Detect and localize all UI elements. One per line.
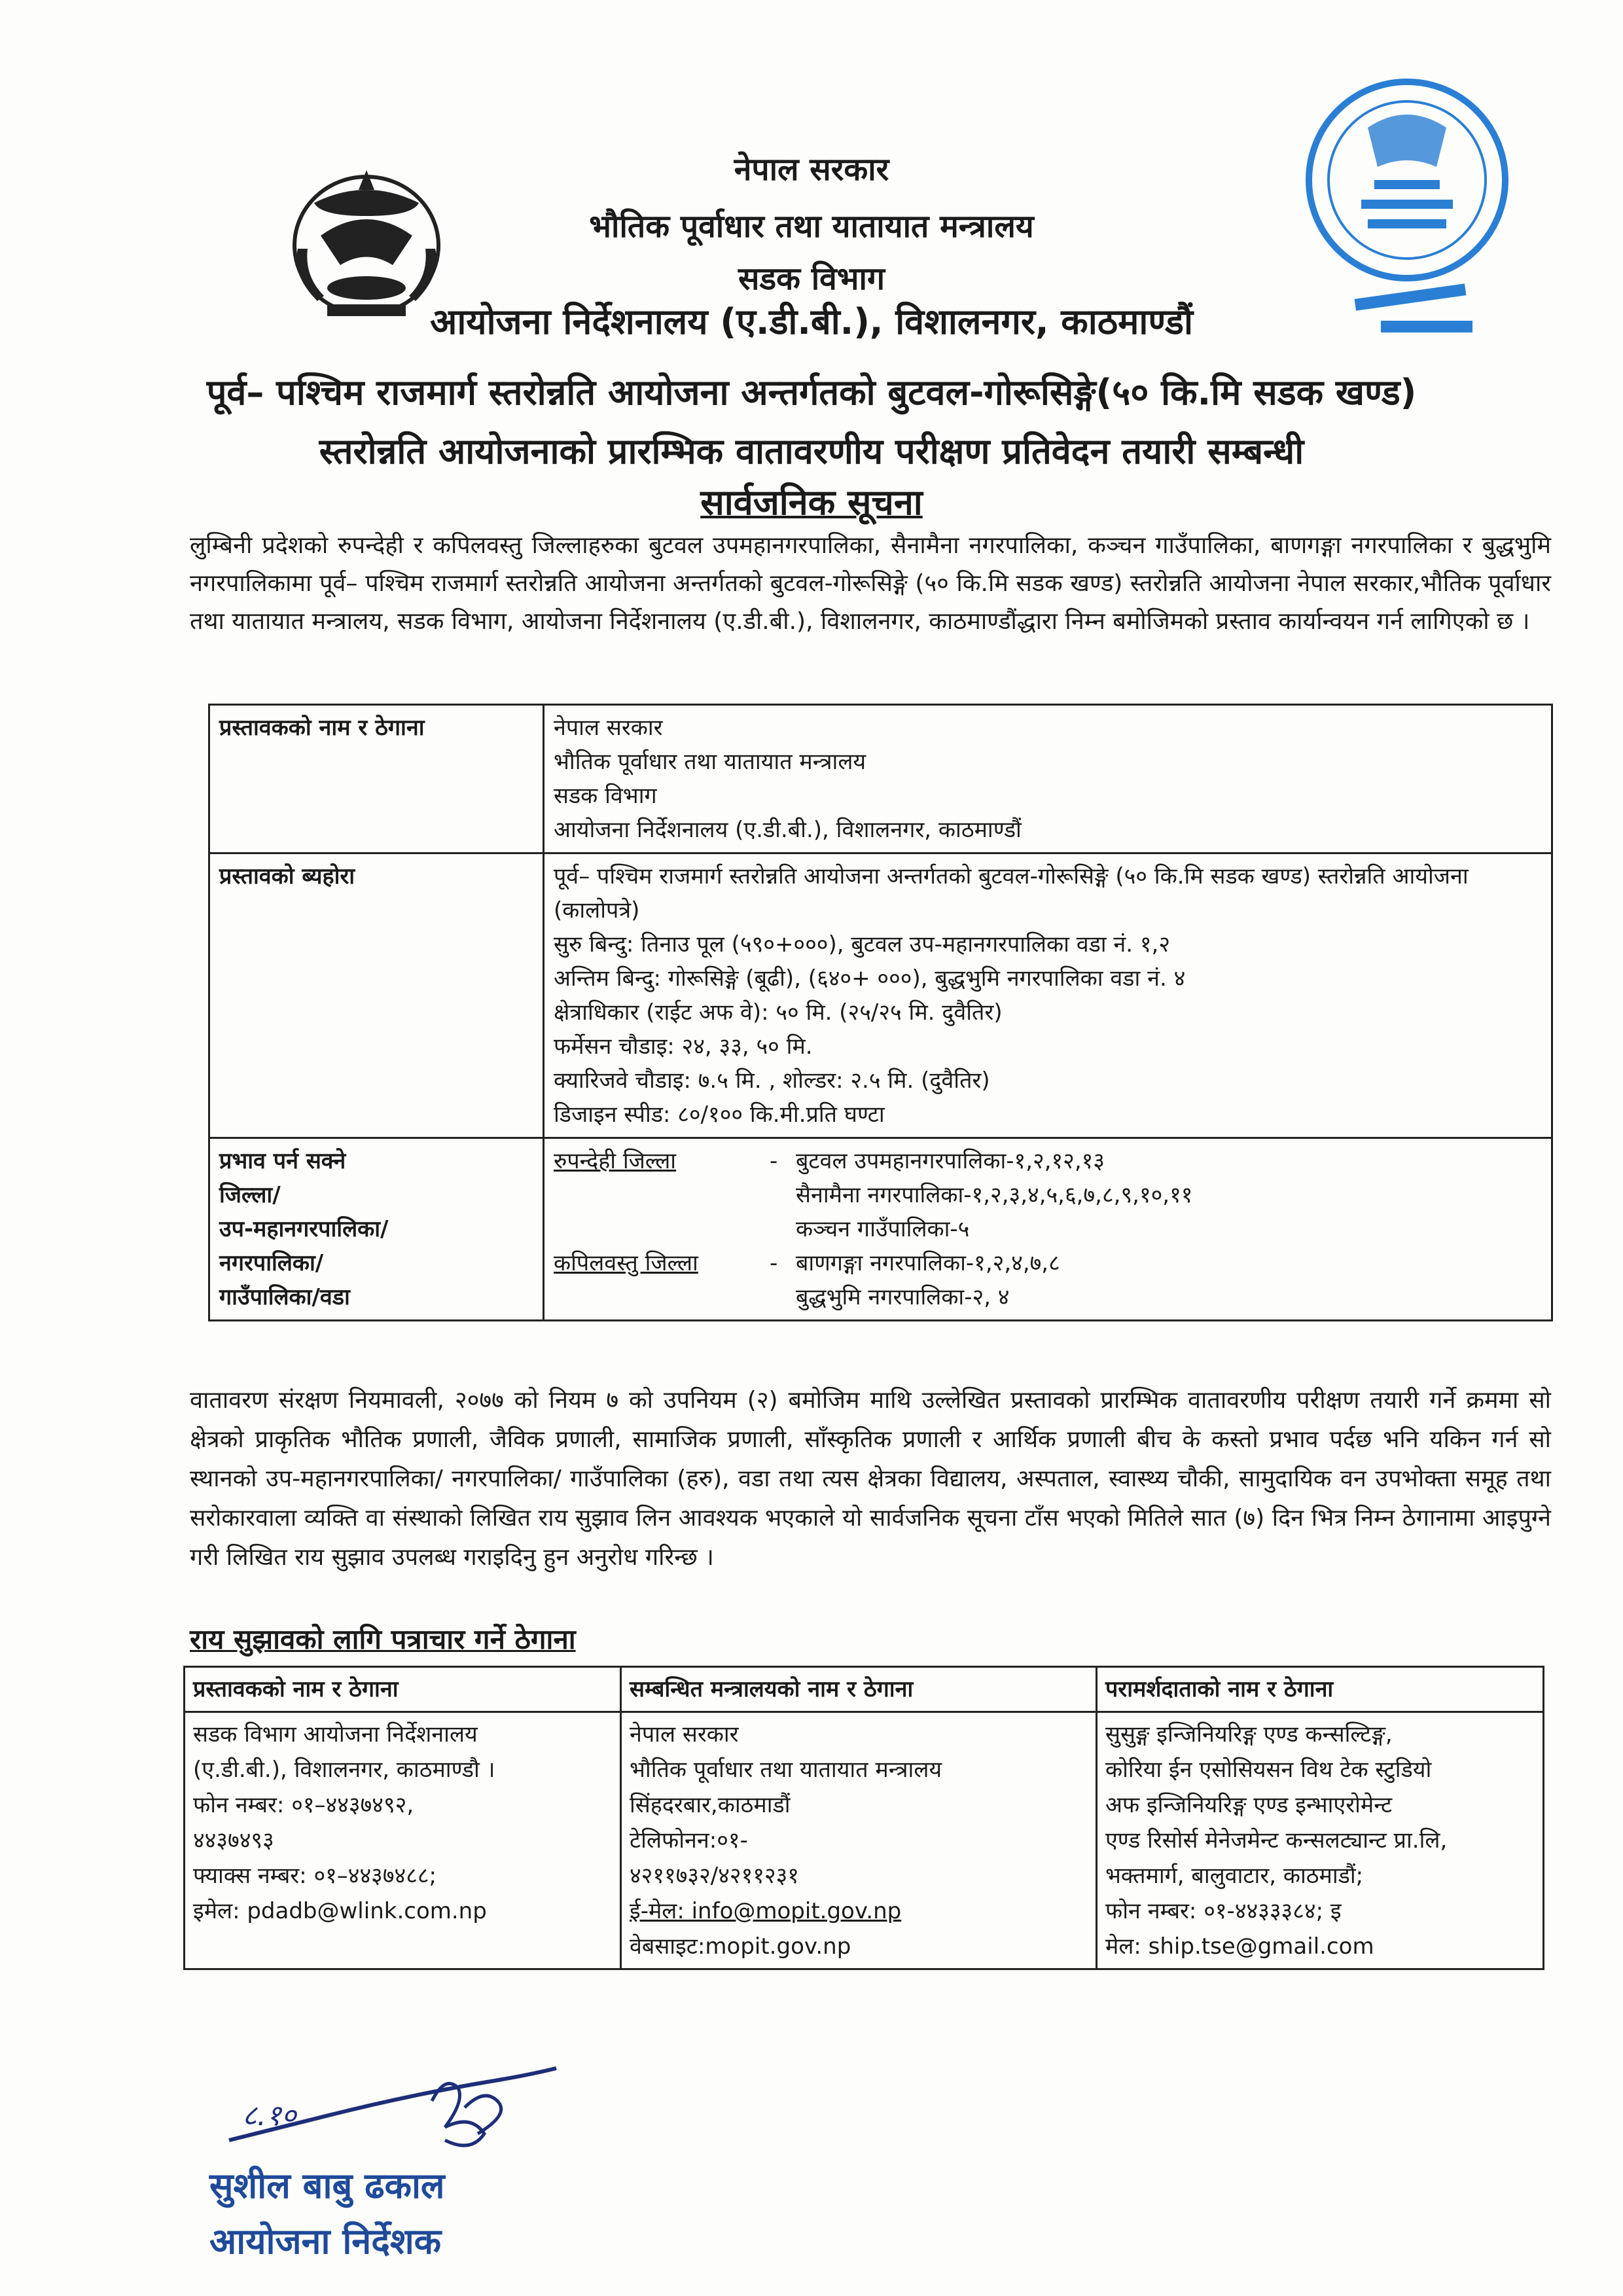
signatory-name: सुशील बाबु ढकाल [209,2165,445,2206]
affected-label-line: गाउँपालिका/वडा [219,1284,350,1310]
contact-line: (ए.डी.बी.), विशालनगर, काठमाण्डौ । [193,1757,495,1783]
municipality-item: बुटवल उपमहानगरपालिका-१,२,१२,१३ [796,1148,1105,1174]
description-line: क्षेत्राधिकार (राईट अफ वे): ५० मि. (२५/२५ मि. दुवैतिर) [554,999,1003,1026]
affected-label-line: जिल्ला/ [219,1182,281,1208]
district-rupandehi: रुपन्देही जिल्ला [554,1148,677,1174]
contact-phone: ४४३७४९३ [193,1827,274,1854]
column-header: परामर्शदाताको नाम र ठेगाना [1097,1667,1544,1712]
signature-date: ८.१० [242,2099,296,2132]
contact-line: सिंहदरबार,काठमाडौं [630,1792,791,1818]
contact-email: ई-मेल: info@mopit.gov.np [630,1898,902,1924]
description-line: फर्मेसन चौडाइ: २४, ३३, ५० मि. [554,1033,813,1060]
proposer-label: प्रस्तावकको नाम र ठेगाना [209,705,544,853]
table-row [209,705,1552,853]
contact-line: एण्ड रिसोर्स मेनेजमेन्ट कन्सलट्यान्ट प्रा.लि, [1105,1827,1448,1854]
contact-email: इमेल: pdadb@wlink.com.np [193,1898,487,1924]
header-department: सडक विभाग [738,260,885,297]
proposal-table [208,704,1553,1321]
signatory-title: आयोजना निर्देशक [209,2221,442,2262]
contact-line: भौतिक पूर्वाधार तथा यातायात मन्त्रालय [630,1757,942,1783]
header-ministry: भौतिक पूर्वाधार तथा यातायात मन्त्रालय [589,208,1034,245]
affected-label-line: प्रभाव पर्न सक्ने [219,1148,346,1174]
contact-phone: टेलिफोनन:०१- [630,1827,748,1854]
table-row [185,1712,1544,1969]
ministry-contact [621,1712,1097,1969]
column-header: प्रस्तावकको नाम र ठेगाना [185,1667,621,1712]
proposer-line: सडक विभाग [554,783,657,809]
district-dash: - [770,1148,778,1174]
description-line: अन्तिम बिन्दु: गोरूसिङ्गे (बूढी), (६४०+ ०००), बुद्धभुमि नगरपालिका वडा नं. ४ [554,965,1186,992]
municipality-item: बुद्धभुमि नगरपालिका-२, ४ [796,1284,1010,1310]
contact-line: सुसुङ्ग इन्जिनियरिङ्ग एण्ड कन्सल्टिङ्ग, [1105,1721,1393,1748]
request-paragraph: वातावरण संरक्षण नियमावली, २०७७ को नियम ७ को उपनियम (२) बमोजिम माथि उल्लेखित प्रस्तावको प्रारम्भिक वातावरणीय परीक्षण तयारी गर्ने क्रममा सो क्षेत्रको प्राकृतिक भौतिक प्रणाली, जैविक प्रणाली, सामाजिक प्रणाली, साँस्कृतिक प्रणाली र आर्थिक प्रणाली बीच के कस्तो प्रभाव पर्दछ भनि यकिन गर्न सो स्थानको उप-महानगरपालिका/ नगरपालिका/ गाउँपालिका (हरु), वडा तथा त्यस क्षेत्रका विद्यालय, अस्पताल, स्वास्थ्य चौकी, सामुदायिक वन उपभोक्ता समूह तथा सरोकारवाला व्यक्ति वा संस्थाको लिखित राय सुझाव लिन आवश्यक भएकाले यो सार्वजनिक सूचना टाँस भएको मितिले सात (७) दिन भित्र निम्न ठेगानामा आइपुग्ने गरी लिखित राय सुझाव उपलब्ध गराइदिनु हुन अनुरोध गरिन्छ । [190,1387,1551,1571]
contact-website: वेबसाइट:mopit.gov.np [630,1933,851,1960]
contact-fax: फ्याक्स नम्बर: ०१–४४३७४८८; [193,1863,437,1889]
table-row [209,1138,1552,1321]
contact-line: सडक विभाग आयोजना निर्देशनालय [193,1721,478,1748]
notice-title-line1: पूर्व– पश्चिम राजमार्ग स्तरोन्नति आयोजना अन्तर्गतको बुटवल-गोरूसिङ्गे(५० कि.मि सडक खण्ड) [206,372,1417,413]
notice-heading [0,476,1623,525]
affected-label-line: उप-महानगरपालिका/ [219,1216,389,1242]
description-line: क्यारिजवे चौडाइ: ७.५ मि. , शोल्डर: २.५ मि. (दुवैतिर) [554,1067,990,1094]
public-notice-label: सार्वजनिक सूचना [700,482,923,523]
district-row [554,1144,1542,1178]
proposal-description-label: प्रस्तावको ब्यहोरा [209,853,544,1138]
district-kapilvastu: कपिलवस्तु जिल्ला [554,1250,698,1276]
district-dash: - [770,1250,778,1276]
contact-table [183,1666,1544,1970]
affected-label-line: नगरपालिका/ [219,1250,324,1276]
contact-phone: फोन नम्बर: ०१-४४३३३८४; इ [1105,1898,1342,1924]
district-row [554,1246,1542,1280]
proposer-line: नेपाल सरकार [554,715,663,741]
proposer-contact [185,1712,621,1969]
table-header-row [185,1667,1544,1712]
intro-paragraph: लुम्बिनी प्रदेशको रुपन्देही र कपिलवस्तु जिल्लाहरुका बुटवल उपमहानगरपालिका, सैनामैना नगरपालिका, कञ्चन गाउँपालिका, बाणगङ्गा नगरपालिका र बुद्धभुमि नगरपालिकामा पूर्व– पश्चिम राजमार्ग स्तरोन्नति आयोजना अन्तर्गतको बुटवल-गोरूसिङ्गे (५० कि.मि सडक खण्ड) स्तरोन्नति आयोजना नेपाल सरकार,भौतिक पूर्वाधार तथा यातायात मन्त्रालय, सडक विभाग, आयोजना निर्देशनालय (ए.डी.बी.), विशालनगर, काठमाण्डौंद्धारा निम्न बमोजिमको प्रस्ताव कार्यान्वयन गर्न लागिएको छ । [190,532,1551,635]
municipality-item: बाणगङ्गा नगरपालिका-१,२,४,७,८ [796,1250,1060,1276]
affected-areas [544,1138,1552,1321]
consultant-contact [1097,1712,1544,1969]
table-row [209,853,1552,1138]
contact-line: कोरिया ईन एसोसियसन विथ टेक स्टुडियो [1105,1757,1432,1783]
contact-email: मेल: ship.tse@gmail.com [1105,1933,1374,1960]
proposer-line: भौतिक पूर्वाधार तथा यातायात मन्त्रालय [554,749,866,775]
description-line: डिजाइन स्पीड: ८०/१०० कि.मी.प्रति घण्टा [554,1102,885,1128]
district-row [554,1178,1542,1212]
header-government: नेपाल सरकार [734,151,889,188]
notice-title-line2: स्तरोन्नति आयोजनाको प्रारम्भिक वातावरणीय परीक्षण प्रतिवेदन तयारी सम्बन्धी [319,431,1304,472]
header-directorate: आयोजना निर्देशनालय (ए.डी.बी.), विशालनगर, काठमाण्डौं [430,301,1193,342]
contact-line: अफ इन्जिनियरिङ्ग एण्ड इन्भाएरोमेन्ट [1105,1792,1393,1818]
proposer-details [544,705,1552,853]
municipality-item: कञ्चन गाउँपालिका-५ [796,1216,970,1242]
contact-phone: फोन नम्बर: ०१–४४३७४९२, [193,1792,414,1818]
contact-line: नेपाल सरकार [630,1721,739,1748]
proposer-line: आयोजना निर्देशनालय (ए.डी.बी.), विशालनगर, काठमाण्डौं [554,817,1022,843]
affected-area-label [209,1138,544,1321]
district-row [554,1212,1542,1246]
description-line: सुरु बिन्दु: तिनाउ पूल (५९०+०००), बुटवल उप-महानगरपालिका वडा नं. १,२ [554,931,1171,958]
proposal-description [544,853,1552,1138]
column-header: सम्बन्धित मन्त्रालयको नाम र ठेगाना [621,1667,1097,1712]
contact-phone: ४२११७३२/४२११२३१ [630,1863,799,1889]
description-line: पूर्व– पश्चिम राजमार्ग स्तरोन्नति आयोजना अन्तर्गतको बुटवल-गोरूसिङ्गे (५० कि.मि सडक खण्ड) स्तरोन्नति आयोजना (कालोपत्रे) [554,863,1469,924]
municipality-item: सैनामैना नगरपालिका-१,२,३,४,५,६,७,८,९,१०,११ [796,1182,1193,1208]
contact-line: भक्तमार्ग, बालुवाटार, काठमाडौं; [1105,1863,1364,1889]
correspondence-heading: राय सुझावको लागि पत्राचार गर्ने ठेगाना [190,1623,576,1655]
district-row [554,1280,1542,1314]
